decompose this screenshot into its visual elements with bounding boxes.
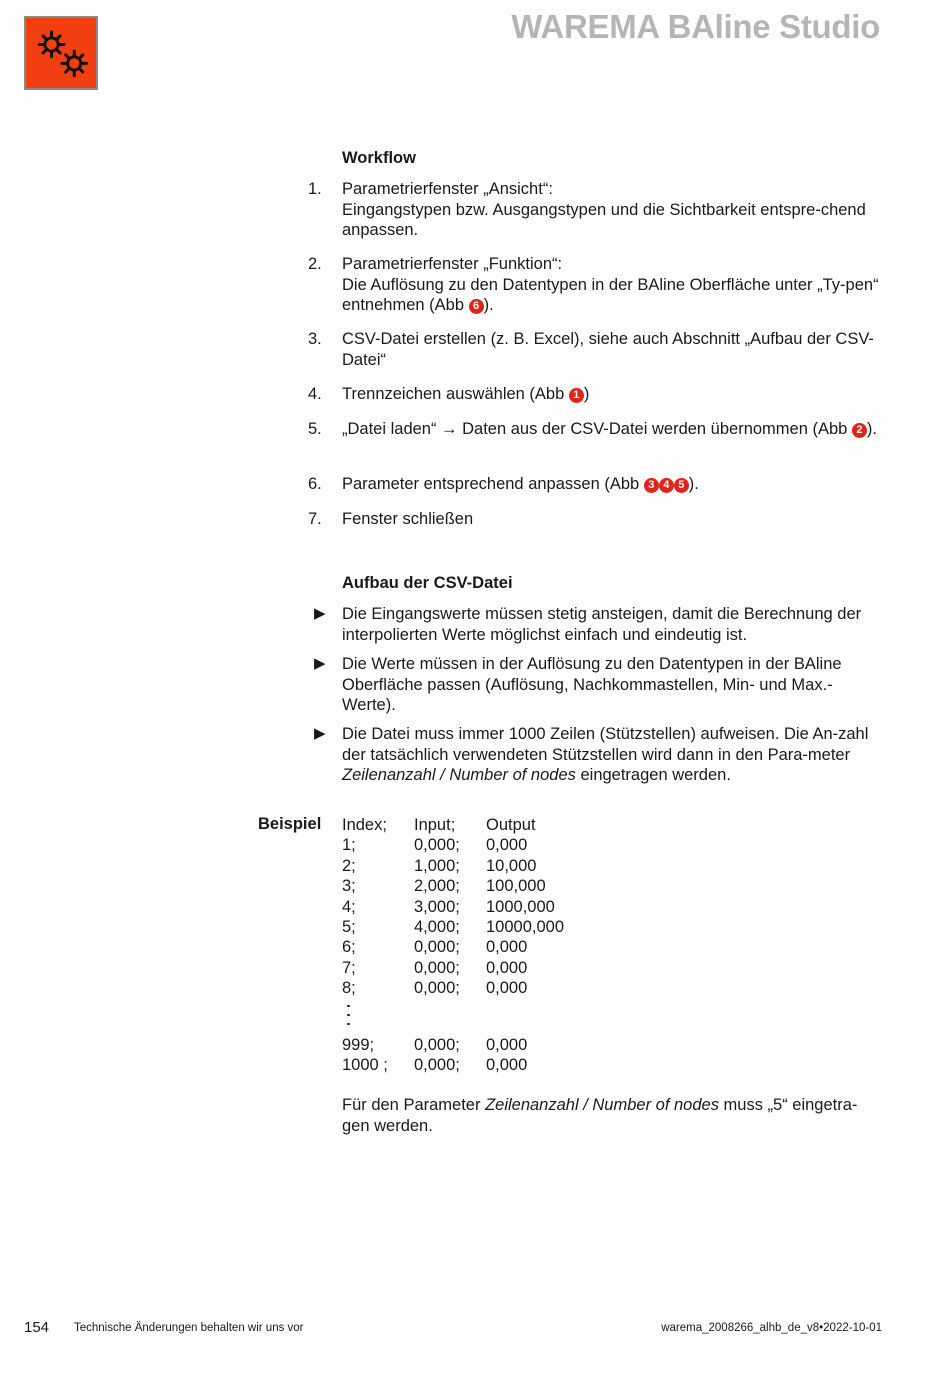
cell-index: 2; xyxy=(342,856,356,875)
bullet-triangle-icon: ▶ xyxy=(314,725,326,742)
cell-index: 4; xyxy=(342,897,356,916)
document-brand-title: WAREMA BAline Studio xyxy=(511,8,880,45)
cell-input: 0,000; xyxy=(414,958,460,977)
cell-output: 0,000 xyxy=(486,1035,528,1054)
cell-input: 0,000; xyxy=(414,979,460,998)
step-number: 1. xyxy=(308,180,322,198)
page-number: 154 xyxy=(24,1319,50,1336)
note-text-part: Für den Parameter xyxy=(342,1096,486,1114)
cell-output: 1000,000 xyxy=(486,897,555,916)
step-number: 2. xyxy=(308,255,322,273)
step-text xyxy=(342,384,882,405)
workflow-step xyxy=(308,254,882,316)
step-text-part: Die Auflösung zu den Datentypen in der BAline Oberfläche unter „Ty-pen“ entnehmen (Abb xyxy=(342,275,879,314)
step-text-part: ). xyxy=(483,296,494,314)
workflow-step xyxy=(308,179,882,241)
cell-index: 1000 ; xyxy=(342,1055,388,1074)
step-number: 7. xyxy=(308,510,322,528)
cell-input: 3,000; xyxy=(414,897,460,916)
figure-badge: 5 xyxy=(674,478,689,493)
bullet-text-part: Die Datei muss immer 1000 Zeilen (Stützstellen) aufweisen. Die An-zahl der tatsächlich verwendeten Stützstellen wird dann in den Para-meter xyxy=(342,725,869,764)
example-note xyxy=(342,1095,882,1136)
cell-output: 0,000 xyxy=(486,979,528,998)
cell-output: 0,000 xyxy=(486,958,528,977)
cell-input: 1,000; xyxy=(414,856,460,875)
step-text-part: Trennzeichen auswählen (Abb xyxy=(342,385,569,403)
cell-input: 2,000; xyxy=(414,877,460,896)
cell-input: 0,000; xyxy=(414,1055,460,1074)
figure-badge: 6 xyxy=(469,299,484,314)
figure-badge: 1 xyxy=(569,388,584,403)
step-text xyxy=(342,474,882,495)
cell-output: 0,000 xyxy=(486,938,528,957)
step-number: 6. xyxy=(308,475,322,493)
cell-index: 3; xyxy=(342,877,356,896)
parameter-name: Zeilenanzahl / Number of nodes xyxy=(342,766,576,784)
bullet-text xyxy=(342,724,882,786)
csv-bullet xyxy=(314,604,882,645)
csv-heading: Aufbau der CSV-Datei xyxy=(342,574,513,592)
bullet-triangle-icon: ▶ xyxy=(314,655,326,672)
step-text-part: „Datei laden“ → Daten aus der CSV-Datei werden übernommen (Abb xyxy=(342,420,852,438)
step-text xyxy=(342,419,882,440)
cell-input: 4,000; xyxy=(414,917,460,936)
step-text: Parametrierfenster „Funktion“: xyxy=(342,255,563,273)
footer-document-id: warema_2008266_alhb_de_v8•2022-10-01 xyxy=(661,1322,882,1334)
example-label: Beispiel xyxy=(258,815,322,833)
workflow-step xyxy=(308,474,882,495)
step-text-part: ). xyxy=(688,475,699,493)
workflow-heading: Workflow xyxy=(342,149,416,167)
cell-index: 7; xyxy=(342,958,356,977)
cell-index: 1; xyxy=(342,836,356,855)
step-text: Fenster schließen xyxy=(342,510,474,528)
column-header: Index; xyxy=(342,816,387,834)
logo xyxy=(24,16,98,90)
column-header: Output xyxy=(486,816,536,834)
cell-index: 999; xyxy=(342,1035,375,1054)
figure-badge: 3 xyxy=(644,478,659,493)
footer-disclaimer: Technische Änderungen behalten wir uns vor xyxy=(74,1322,304,1334)
cell-input: 0,000; xyxy=(414,1035,460,1054)
step-text: CSV-Datei erstellen (z. B. Excel), siehe auch Abschnitt „Aufbau der CSV-Datei“ xyxy=(342,330,874,369)
workflow-step xyxy=(308,384,882,405)
cell-index: 8; xyxy=(342,979,356,998)
step-text-part: ). xyxy=(866,420,878,438)
figure-badge: 2 xyxy=(852,423,867,438)
bullet-text-part: eingetragen werden. xyxy=(575,766,731,784)
step-number: 5. xyxy=(308,420,322,438)
bullet-text: Die Eingangswerte müssen stetig ansteigen, damit die Berechnung der interpolierten Werte möglichst einfach und eindeutig ist. xyxy=(342,605,862,644)
step-number: 4. xyxy=(308,385,322,403)
step-text: Parametrierfenster „Ansicht“: xyxy=(342,180,553,198)
workflow-step xyxy=(308,509,882,530)
csv-bullet xyxy=(314,654,882,716)
figure-badge: 4 xyxy=(659,478,674,493)
step-text xyxy=(342,275,882,316)
cell-input: 0,000; xyxy=(414,836,460,855)
cell-output: 10000,000 xyxy=(486,917,564,936)
gears-icon xyxy=(26,18,96,88)
parameter-name: Zeilenanzahl / Number of nodes xyxy=(485,1096,719,1114)
cell-output: 10,000 xyxy=(486,856,537,875)
csv-bullet xyxy=(314,724,882,786)
column-header: Input; xyxy=(414,816,456,834)
step-text-part: ) xyxy=(583,385,590,403)
step-number: 3. xyxy=(308,330,322,348)
cell-input: 0,000; xyxy=(414,938,460,957)
cell-output: 0,000 xyxy=(486,1055,528,1074)
cell-output: 0,000 xyxy=(486,836,528,855)
cell-index: 5; xyxy=(342,917,356,936)
workflow-step xyxy=(308,329,882,370)
bullet-text: Die Werte müssen in der Auflösung zu den Datentypen in der BAline Oberfläche passen (Auflösung, Nachkommastellen, Min- und Max.-Werte). xyxy=(342,655,842,714)
cell-index: 6; xyxy=(342,938,356,957)
step-text: Eingangstypen bzw. Ausgangstypen und die Sichtbarkeit entspre-chend anpassen. xyxy=(342,200,866,239)
step-text-part: Parameter entsprechend anpassen (Abb xyxy=(342,475,644,493)
note-text-part: muss „5“ eingetra-gen werden. xyxy=(342,1096,858,1135)
cell-output: 100,000 xyxy=(486,877,546,896)
workflow-step xyxy=(308,419,882,440)
bullet-triangle-icon: ▶ xyxy=(314,605,326,622)
